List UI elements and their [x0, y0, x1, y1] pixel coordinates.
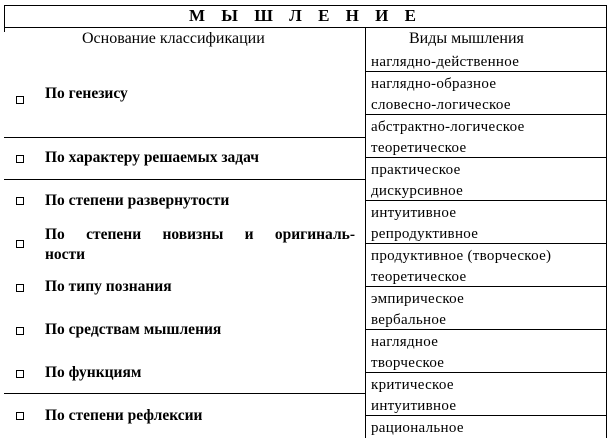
kind-cell: вербальное	[371, 312, 447, 328]
kind-cell: творческое	[371, 355, 445, 371]
basis-cell: По средствам мышления	[45, 321, 222, 338]
kind-cell: теоретическое	[371, 269, 467, 285]
bullet-icon	[16, 327, 24, 335]
kind-cell: критическое	[371, 377, 454, 393]
basis-cell: По типу познания	[45, 278, 172, 295]
bullet-icon	[16, 284, 24, 292]
kind-cell: эмпирическое	[371, 291, 465, 307]
basis-cell: По степени новизны и оригиналь-	[45, 226, 355, 243]
kind-cell: рациональное	[371, 420, 464, 436]
kind-cell: репродуктивное	[371, 226, 479, 242]
bullet-icon	[16, 155, 24, 163]
basis-cell: По степени развернутости	[45, 192, 230, 209]
bullet-icon	[16, 412, 24, 420]
kind-cell: наглядно-образное	[371, 76, 497, 92]
basis-cell: По характеру решаемых задач	[45, 149, 260, 166]
basis-cell: ности	[45, 246, 86, 263]
kind-cell: наглядное	[371, 334, 439, 350]
kind-cell: практическое	[371, 162, 461, 178]
kind-cell: продуктивное (творческое)	[371, 248, 552, 264]
header-kinds: Виды мышления	[409, 30, 524, 47]
basis-cell: По генезису	[45, 85, 128, 102]
bullet-icon	[16, 240, 24, 248]
kind-cell: интуитивное	[371, 398, 457, 414]
column-divider	[365, 27, 366, 438]
group-separator	[4, 137, 365, 138]
bullet-icon	[16, 96, 24, 104]
basis-cell: По степени рефлексии	[45, 407, 203, 424]
group-separator	[4, 393, 365, 394]
table-title: М Ы Ш Л Е Н И Е	[189, 6, 422, 25]
kind-cell: теоретическое	[371, 140, 467, 156]
kind-cell: дискурсивное	[371, 183, 464, 199]
bullet-icon	[16, 370, 24, 378]
kind-cell: абстрактно-логическое	[371, 119, 525, 135]
kind-cell: словесно-логическое	[371, 97, 511, 113]
kind-cell: интуитивное	[371, 205, 457, 221]
header-basis: Основание классификации	[82, 30, 265, 47]
title-separator	[4, 27, 607, 28]
basis-cell: По функциям	[45, 364, 142, 381]
group-separator	[4, 179, 365, 180]
bullet-icon	[16, 197, 24, 205]
table-border-right	[606, 5, 607, 438]
kind-cell: наглядно-действенное	[371, 54, 520, 70]
